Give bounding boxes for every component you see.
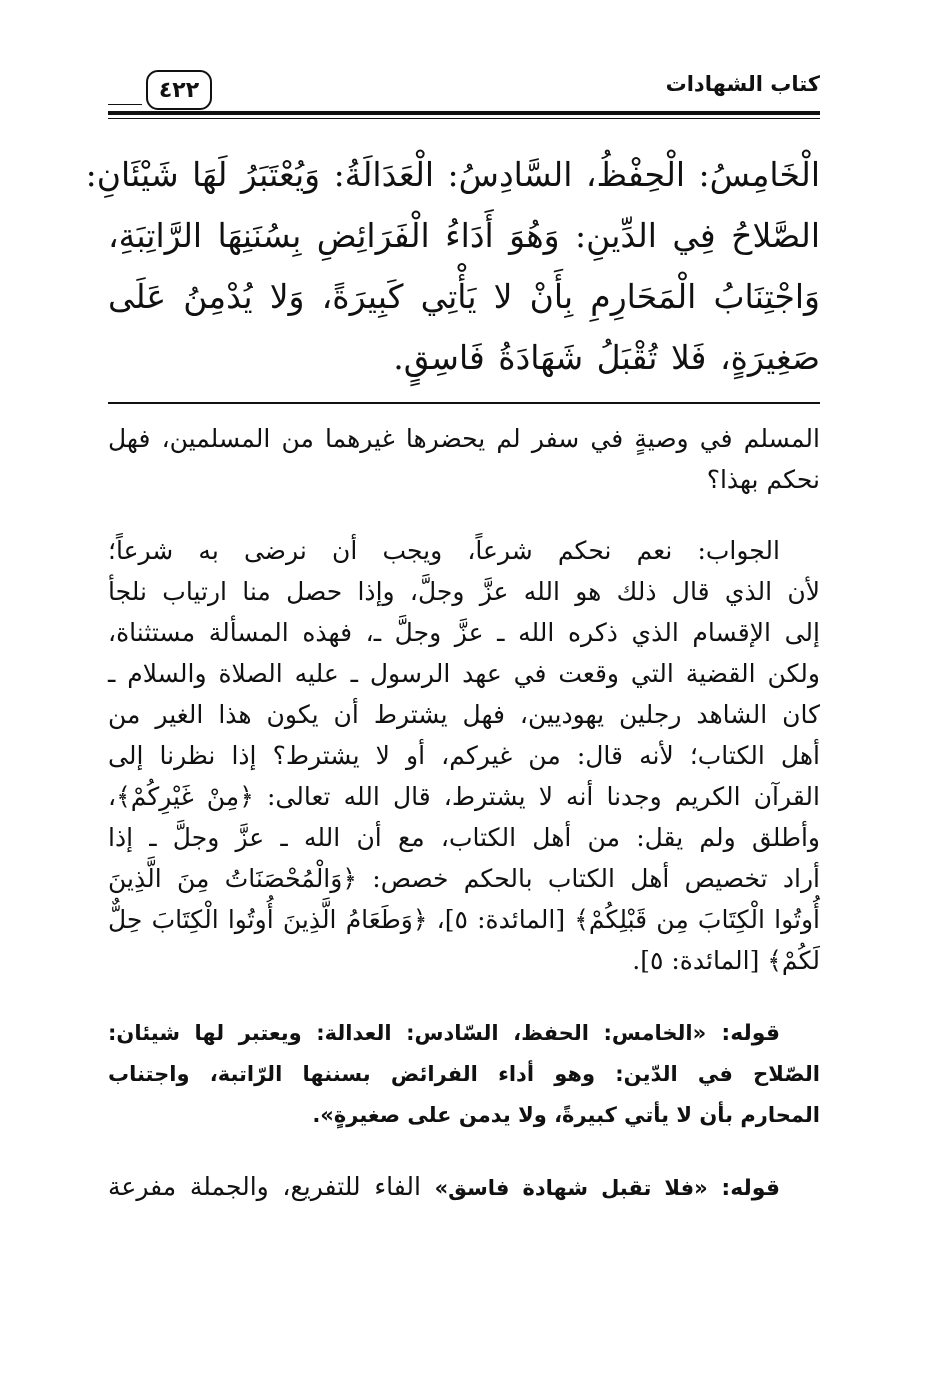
commentary-paragraph [108, 418, 820, 500]
text-line: الجواب: نعم نحكم شرعاً، ويجب أن نرضى به شرعاً؛ [108, 536, 780, 565]
text-line: لَكُمْ﴾ [المائدة: ٥]. [632, 946, 820, 975]
commentary-paragraph [108, 1166, 820, 1209]
text-line: لأن الذي قال ذلك هو الله عزَّ وجلَّ، وإذا حصل منا ارتياب نلجأ [108, 577, 820, 606]
quoted-matn: المحارم بأن لا يأتي كبيرةً، ولا يدمن على صغيرةٍ». [312, 1103, 820, 1127]
text-line [108, 1166, 820, 1209]
footnote-divider [108, 402, 820, 404]
page-header [108, 60, 820, 122]
text-line: كان الشاهد رجلين يهوديين، فهل يشترط أن يكون هذا الغير من [108, 700, 820, 729]
commentary [108, 418, 820, 1209]
matn-line: الْخَامِسُ: الْحِفْظُ، السَّادِسُ: الْعَدَالَةُ: وَيُعْتَبَرُ لَهَا شَيْئَانِ: [85, 155, 820, 194]
commentary-paragraph [108, 1011, 820, 1136]
quoted-matn: «فلا تقبل شهادة فاسق» [434, 1176, 708, 1200]
quoted-matn: الصّلاح في الدّين: وهو أداء الفرائض بسننها الرّاتبة، واجتناب [108, 1062, 820, 1086]
qawluhu-label: قوله: [721, 1176, 780, 1201]
text-line: المسلم في وصيةٍ في سفر لم يحضرها غيرهما من المسلمين، فهل [108, 424, 820, 453]
matn-line: وَاجْتِنَابُ الْمَحَارِمِ بِأَنْ لا يَأْتِي كَبِيرَةً، وَلا يُدْمِنُ عَلَى [108, 277, 820, 316]
qawluhu-label: قوله: [721, 1021, 780, 1046]
header-rule [108, 111, 820, 115]
header-rule-stub [108, 104, 142, 105]
chapter-title: كتاب الشهادات [665, 72, 820, 96]
matn-line: الصَّلاحُ فِي الدِّينِ: وَهُوَ أَدَاءُ الْفَرَائِضِ بِسُنَنِهَا الرَّاتِبَةِ، [108, 216, 820, 255]
commentary-paragraph [108, 530, 820, 981]
text-line: نحكم بهذا؟ [706, 465, 820, 494]
text-span: الفاء للتفريع، والجملة مفرعة [108, 1172, 435, 1201]
header-rule-thin [108, 118, 820, 119]
quoted-matn: «الخامس: الحفظ، السّادس: العدالة: ويعتبر لها شيئان: [108, 1021, 707, 1045]
text-line: وأطلق ولم يقل: من أهل الكتاب، مع أن الله ـ عزَّ وجلَّ ـ إذا [108, 823, 820, 852]
matn-line: صَغِيرَةٍ، فَلا تُقْبَلُ شَهَادَةُ فَاسِقٍ. [393, 338, 820, 377]
text-line: أُوتُوا الْكِتَابَ مِن قَبْلِكُمْ﴾ [المائدة: ٥]، ﴿وَطَعَامُ الَّذِينَ أُوتُوا الْكِتَابَ حِلٌّ [108, 905, 820, 934]
matn-text [85, 144, 820, 388]
text-line [108, 1011, 820, 1054]
text-line: ولكن القضية التي وقعت في عهد الرسول ـ عليه الصلاة والسلام ـ [108, 659, 820, 688]
text-line: أراد تخصيص أهل الكتاب بالحكم خصص: ﴿وَالْمُحْصَنَاتُ مِنَ الَّذِينَ [108, 864, 820, 893]
text-line: أهل الكتاب؛ لأنه قال: من غيركم، أو لا يشترط؟ إذا نظرنا إلى [108, 741, 820, 770]
text-line: إلى الإقسام الذي ذكره الله ـ عزَّ وجلَّ ـ، فهذه المسألة مستثناة، [108, 618, 820, 647]
text-line: القرآن الكريم وجدنا أنه لا يشترط، قال الله تعالى: ﴿مِنْ غَيْرِكُمْ﴾، [108, 782, 820, 811]
page-number: ٤٢٢ [146, 70, 212, 110]
book-page [85, 60, 820, 1360]
